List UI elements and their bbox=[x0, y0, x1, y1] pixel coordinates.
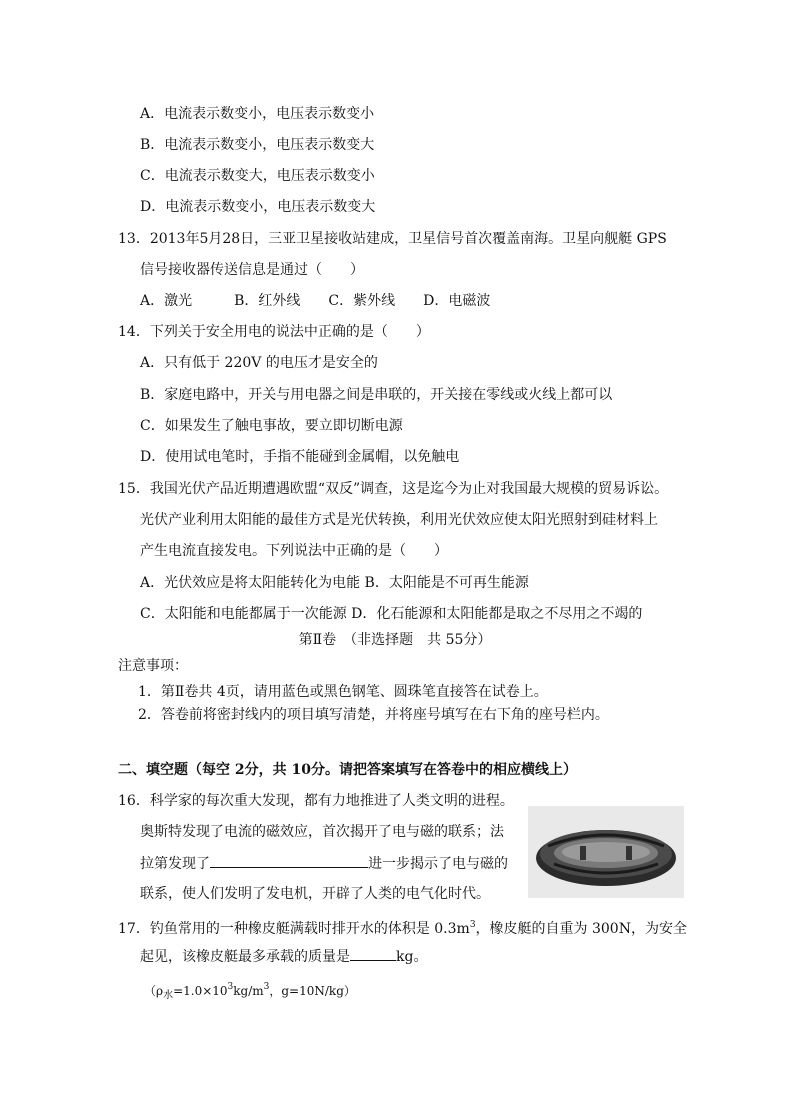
q16-stem-line2: 奥斯特发现了电流的磁效应，首次揭开了电与磁的联系；法 bbox=[140, 824, 504, 840]
q13-options: A．激光 B．红外线 C．紫外线 D．电磁波 bbox=[140, 293, 491, 309]
exponent: 3 bbox=[227, 982, 234, 992]
q17-line1-text-rest: ，橡皮艇的自重为 300N，为安全 bbox=[475, 921, 687, 937]
q14-option-b: B．家庭电路中，开关与用电器之间是串联的，开关接在零线或火线上都可以 bbox=[140, 387, 613, 403]
notice-item-2: 2．答卷前将密封线内的项目填写清楚，并将座号填写在右下角的座号栏内。 bbox=[138, 707, 609, 723]
water-subscript: 水 bbox=[163, 990, 174, 1001]
cubic-exponent: 3 bbox=[263, 982, 270, 992]
q12-option-c: C．电流表示数变大，电压表示数变小 bbox=[140, 168, 375, 184]
q16-answer-blank[interactable] bbox=[210, 853, 368, 868]
density-unit: kg/m bbox=[233, 984, 264, 998]
q15-stem-line2: 光伏产业利用太阳能的最佳方式是光伏转换，利用光伏效应使太阳光照射到硅材料上 bbox=[140, 512, 658, 528]
q15-options-ab: A．光伏效应是将太阳能转化为电能 B．太阳能是不可再生能源 bbox=[140, 575, 529, 591]
q13-stem-line2: 信号接收器传送信息是通过（ ） bbox=[140, 262, 364, 278]
q16-stem-line4: 联系，使人们发明了发电机，开辟了人类的电气化时代。 bbox=[140, 886, 490, 902]
raft-figure bbox=[528, 806, 684, 898]
inflatable-raft-icon bbox=[528, 806, 684, 898]
q15-options-cd: C．太阳能和电能都属于一次能源 D．化石能源和太阳能都是取之不尽用之不竭的 bbox=[140, 606, 643, 622]
notice-title: 注意事项： bbox=[118, 658, 188, 674]
q12-option-d: D．电流表示数变小，电压表示数变大 bbox=[140, 199, 376, 215]
q15-stem-line1: 15．我国光伏产品近期遭遇欧盟“双反”调查，这是迄今为止对我国最大规模的贸易诉讼。 bbox=[118, 481, 669, 497]
q14-option-a: A．只有低于 220V 的电压才是安全的 bbox=[140, 355, 378, 371]
q12-option-a: A．电流表示数变小，电压表示数变小 bbox=[140, 106, 375, 122]
gravity-constant: ，g=10N/kg） bbox=[269, 984, 356, 998]
q15-stem-line3: 产生电流直接发电。下列说法中正确的是（ ） bbox=[140, 543, 448, 559]
q14-option-d: D．使用试电笔时，手指不能碰到金属帽，以免触电 bbox=[140, 449, 460, 465]
q17-line1-text: 17．钓鱼常用的一种橡皮艇满载时排开水的体积是 0.3m bbox=[118, 921, 470, 937]
q16-stem-line1: 16．科学家的每次重大发现，都有力地推进了人类文明的进程。 bbox=[118, 793, 514, 809]
notice-item-1: 1．第Ⅱ卷共 4页，请用蓝色或黑色钢笔、圆珠笔直接答在试卷上。 bbox=[138, 684, 548, 700]
q17-stem-line1 bbox=[118, 915, 687, 939]
q13-stem-line1: 13．2013年5月28日，三亚卫星接收站建成，卫星信号首次覆盖南海。卫星向舰艇 GPS bbox=[118, 231, 667, 247]
density-value: =1.0×10 bbox=[173, 984, 228, 998]
rho-symbol: （ρ bbox=[144, 984, 164, 998]
section2-heading: 二、填空题（每空 2分，共 10分。请把答案填写在答卷中的相应横线上） bbox=[118, 762, 577, 778]
q12-option-b: B．电流表示数变小，电压表示数变大 bbox=[140, 137, 375, 153]
q17-line2-text: 起见，该橡皮艇最多承载的质量是 bbox=[140, 949, 350, 965]
q16-stem-line3 bbox=[140, 853, 508, 874]
q16-line3-before-blank: 拉第发现了 bbox=[140, 856, 210, 872]
part2-title: 第Ⅱ卷 （非选择题 共 55分） bbox=[298, 632, 492, 648]
q17-line2-unit: kg。 bbox=[396, 949, 428, 965]
q16-line3-after-blank: 进一步揭示了电与磁的 bbox=[368, 856, 508, 872]
q14-option-c: C．如果发生了触电事故，要立即切断电源 bbox=[140, 418, 403, 434]
q17-stem-line2 bbox=[140, 946, 427, 967]
cubic-superscript: 3 bbox=[469, 920, 476, 930]
q17-answer-blank[interactable] bbox=[350, 946, 396, 961]
q14-stem: 14．下列关于安全用电的说法中正确的是（ ） bbox=[118, 324, 430, 340]
q17-given-constants bbox=[144, 977, 356, 1006]
